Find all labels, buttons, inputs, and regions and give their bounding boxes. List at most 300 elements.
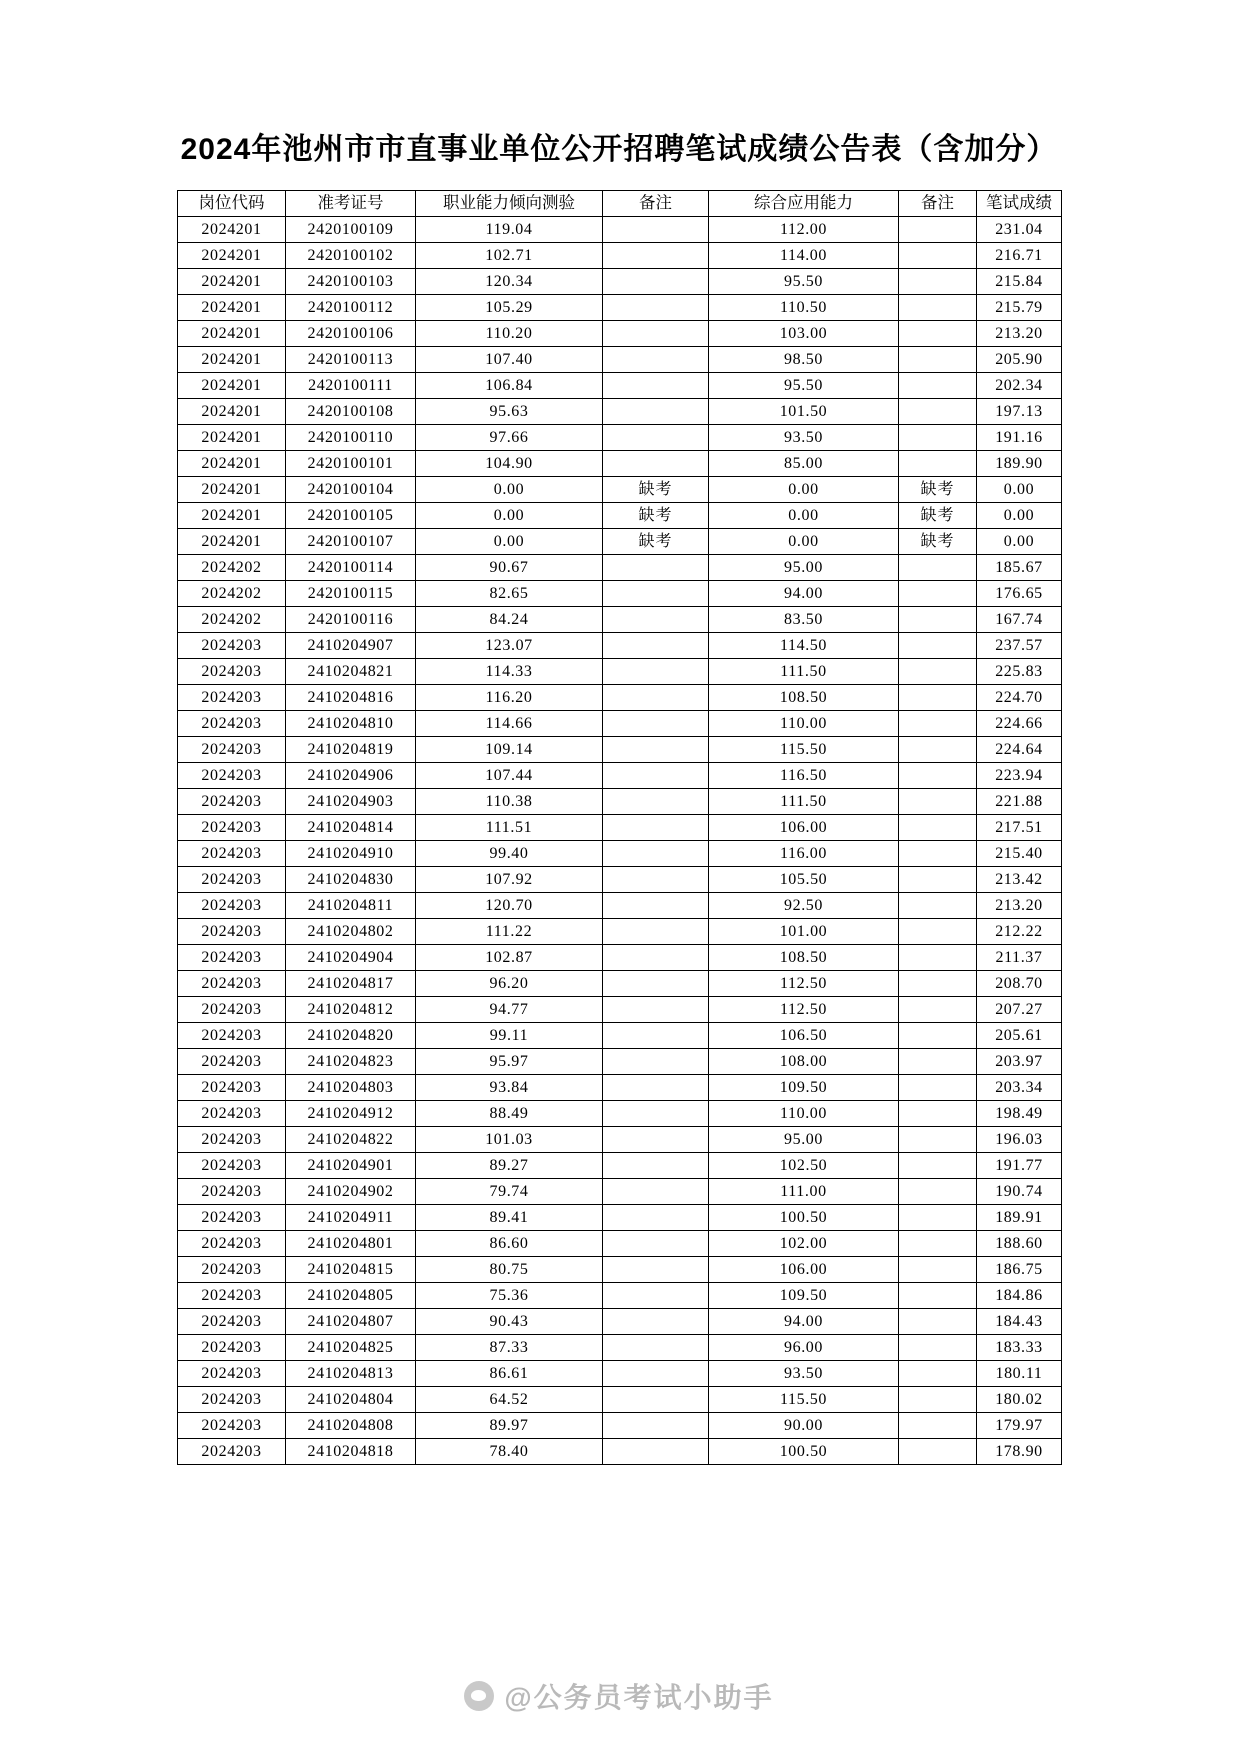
cell-comprehensive-score: 102.00 — [709, 1231, 899, 1257]
cell-post-code: 2024203 — [178, 841, 286, 867]
cell-aptitude-score: 107.44 — [416, 763, 603, 789]
cell-written-total: 215.40 — [977, 841, 1062, 867]
cell-remark-1 — [603, 1127, 709, 1153]
table-row — [178, 763, 1062, 789]
cell-admission-ticket: 2420100114 — [286, 555, 416, 581]
cell-post-code: 2024203 — [178, 893, 286, 919]
cell-remark-2 — [899, 451, 977, 477]
cell-admission-ticket: 2420100104 — [286, 477, 416, 503]
cell-remark-2 — [899, 997, 977, 1023]
cell-admission-ticket: 2410204814 — [286, 815, 416, 841]
cell-post-code: 2024203 — [178, 711, 286, 737]
cell-aptitude-score: 86.60 — [416, 1231, 603, 1257]
cell-remark-2: 缺考 — [899, 477, 977, 503]
cell-remark-1 — [603, 659, 709, 685]
cell-remark-1 — [603, 1231, 709, 1257]
cell-remark-2 — [899, 711, 977, 737]
cell-post-code: 2024201 — [178, 529, 286, 555]
column-header-written-total: 笔试成绩 — [977, 191, 1062, 217]
cell-remark-2 — [899, 1153, 977, 1179]
table-row — [178, 503, 1062, 529]
cell-aptitude-score: 80.75 — [416, 1257, 603, 1283]
cell-admission-ticket: 2420100112 — [286, 295, 416, 321]
table-row — [178, 1283, 1062, 1309]
cell-aptitude-score: 64.52 — [416, 1387, 603, 1413]
cell-aptitude-score: 102.71 — [416, 243, 603, 269]
cell-post-code: 2024203 — [178, 1179, 286, 1205]
cell-written-total: 217.51 — [977, 815, 1062, 841]
cell-remark-1 — [603, 1205, 709, 1231]
cell-remark-2 — [899, 607, 977, 633]
cell-aptitude-score: 110.20 — [416, 321, 603, 347]
table-row — [178, 945, 1062, 971]
cell-written-total: 191.16 — [977, 425, 1062, 451]
cell-remark-1 — [603, 893, 709, 919]
table-row — [178, 243, 1062, 269]
table-row — [178, 581, 1062, 607]
cell-comprehensive-score: 100.50 — [709, 1205, 899, 1231]
cell-aptitude-score: 104.90 — [416, 451, 603, 477]
table-row — [178, 217, 1062, 243]
cell-written-total: 0.00 — [977, 503, 1062, 529]
cell-comprehensive-score: 94.00 — [709, 581, 899, 607]
cell-remark-1 — [603, 867, 709, 893]
table-row — [178, 1413, 1062, 1439]
cell-aptitude-score: 78.40 — [416, 1439, 603, 1465]
cell-written-total: 188.60 — [977, 1231, 1062, 1257]
cell-post-code: 2024203 — [178, 1387, 286, 1413]
cell-admission-ticket: 2420100107 — [286, 529, 416, 555]
cell-admission-ticket: 2410204822 — [286, 1127, 416, 1153]
cell-post-code: 2024203 — [178, 1023, 286, 1049]
column-header-remark-2: 备注 — [899, 191, 977, 217]
cell-admission-ticket: 2410204825 — [286, 1335, 416, 1361]
cell-admission-ticket: 2410204820 — [286, 1023, 416, 1049]
cell-remark-2 — [899, 971, 977, 997]
cell-remark-1 — [603, 763, 709, 789]
cell-written-total: 223.94 — [977, 763, 1062, 789]
cell-written-total: 203.97 — [977, 1049, 1062, 1075]
cell-remark-2 — [899, 1179, 977, 1205]
cell-admission-ticket: 2410204818 — [286, 1439, 416, 1465]
cell-post-code: 2024203 — [178, 945, 286, 971]
cell-admission-ticket: 2420100113 — [286, 347, 416, 373]
table-body — [178, 217, 1062, 1465]
cell-post-code: 2024201 — [178, 425, 286, 451]
cell-aptitude-score: 95.97 — [416, 1049, 603, 1075]
cell-remark-2 — [899, 763, 977, 789]
table-row — [178, 477, 1062, 503]
cell-admission-ticket: 2410204812 — [286, 997, 416, 1023]
cell-written-total: 224.66 — [977, 711, 1062, 737]
cell-remark-2 — [899, 659, 977, 685]
cell-remark-1 — [603, 321, 709, 347]
cell-aptitude-score: 107.92 — [416, 867, 603, 893]
cell-aptitude-score: 82.65 — [416, 581, 603, 607]
cell-comprehensive-score: 101.50 — [709, 399, 899, 425]
table-row — [178, 269, 1062, 295]
cell-admission-ticket: 2410204803 — [286, 1075, 416, 1101]
cell-written-total: 186.75 — [977, 1257, 1062, 1283]
cell-remark-1 — [603, 919, 709, 945]
cell-comprehensive-score: 90.00 — [709, 1413, 899, 1439]
cell-remark-1 — [603, 1049, 709, 1075]
cell-remark-1 — [603, 711, 709, 737]
table-row — [178, 1231, 1062, 1257]
cell-remark-2 — [899, 1205, 977, 1231]
cell-written-total: 213.20 — [977, 321, 1062, 347]
cell-admission-ticket: 2410204906 — [286, 763, 416, 789]
score-table — [177, 190, 1062, 1465]
cell-written-total: 213.42 — [977, 867, 1062, 893]
cell-written-total: 198.49 — [977, 1101, 1062, 1127]
cell-admission-ticket: 2420100116 — [286, 607, 416, 633]
cell-remark-1 — [603, 1361, 709, 1387]
cell-remark-2 — [899, 1283, 977, 1309]
cell-post-code: 2024203 — [178, 1101, 286, 1127]
cell-post-code: 2024203 — [178, 815, 286, 841]
cell-remark-2 — [899, 1101, 977, 1127]
weibo-icon — [464, 1681, 494, 1711]
cell-post-code: 2024202 — [178, 555, 286, 581]
cell-written-total: 179.97 — [977, 1413, 1062, 1439]
table-row — [178, 399, 1062, 425]
cell-remark-1 — [603, 1075, 709, 1101]
cell-remark-2 — [899, 399, 977, 425]
cell-post-code: 2024203 — [178, 763, 286, 789]
cell-remark-1 — [603, 1153, 709, 1179]
cell-comprehensive-score: 92.50 — [709, 893, 899, 919]
cell-admission-ticket: 2420100108 — [286, 399, 416, 425]
cell-comprehensive-score: 93.50 — [709, 1361, 899, 1387]
cell-remark-2: 缺考 — [899, 503, 977, 529]
cell-admission-ticket: 2420100115 — [286, 581, 416, 607]
cell-admission-ticket: 2410204910 — [286, 841, 416, 867]
cell-written-total: 205.61 — [977, 1023, 1062, 1049]
cell-remark-1 — [603, 841, 709, 867]
cell-comprehensive-score: 111.00 — [709, 1179, 899, 1205]
cell-aptitude-score: 101.03 — [416, 1127, 603, 1153]
column-header-post-code: 岗位代码 — [178, 191, 286, 217]
cell-aptitude-score: 105.29 — [416, 295, 603, 321]
cell-admission-ticket: 2410204903 — [286, 789, 416, 815]
cell-post-code: 2024203 — [178, 971, 286, 997]
cell-remark-2 — [899, 1231, 977, 1257]
cell-admission-ticket: 2410204911 — [286, 1205, 416, 1231]
cell-remark-1 — [603, 1309, 709, 1335]
cell-post-code: 2024201 — [178, 347, 286, 373]
cell-comprehensive-score: 101.00 — [709, 919, 899, 945]
cell-remark-1 — [603, 685, 709, 711]
cell-written-total: 211.37 — [977, 945, 1062, 971]
table-row — [178, 919, 1062, 945]
cell-written-total: 191.77 — [977, 1153, 1062, 1179]
cell-aptitude-score: 84.24 — [416, 607, 603, 633]
table-row — [178, 971, 1062, 997]
cell-post-code: 2024203 — [178, 633, 286, 659]
cell-remark-2 — [899, 373, 977, 399]
cell-admission-ticket: 2420100101 — [286, 451, 416, 477]
cell-written-total: 215.79 — [977, 295, 1062, 321]
cell-admission-ticket: 2410204902 — [286, 1179, 416, 1205]
table-row — [178, 711, 1062, 737]
cell-remark-2 — [899, 347, 977, 373]
cell-comprehensive-score: 109.50 — [709, 1283, 899, 1309]
cell-post-code: 2024203 — [178, 1413, 286, 1439]
cell-written-total: 189.91 — [977, 1205, 1062, 1231]
cell-remark-1 — [603, 243, 709, 269]
cell-post-code: 2024203 — [178, 1335, 286, 1361]
cell-remark-1 — [603, 217, 709, 243]
cell-written-total: 197.13 — [977, 399, 1062, 425]
cell-written-total: 216.71 — [977, 243, 1062, 269]
cell-remark-1: 缺考 — [603, 529, 709, 555]
cell-written-total: 221.88 — [977, 789, 1062, 815]
column-header-admission-ticket: 准考证号 — [286, 191, 416, 217]
cell-admission-ticket: 2420100111 — [286, 373, 416, 399]
cell-remark-1 — [603, 269, 709, 295]
cell-remark-2 — [899, 945, 977, 971]
cell-post-code: 2024203 — [178, 1361, 286, 1387]
cell-written-total: 224.64 — [977, 737, 1062, 763]
cell-written-total: 190.74 — [977, 1179, 1062, 1205]
cell-written-total: 208.70 — [977, 971, 1062, 997]
cell-comprehensive-score: 111.50 — [709, 789, 899, 815]
cell-remark-2 — [899, 217, 977, 243]
cell-post-code: 2024201 — [178, 399, 286, 425]
cell-aptitude-score: 75.36 — [416, 1283, 603, 1309]
table-row — [178, 321, 1062, 347]
cell-remark-2 — [899, 737, 977, 763]
cell-admission-ticket: 2410204807 — [286, 1309, 416, 1335]
cell-remark-2 — [899, 841, 977, 867]
cell-remark-1 — [603, 633, 709, 659]
column-header-remark-1: 备注 — [603, 191, 709, 217]
cell-post-code: 2024203 — [178, 685, 286, 711]
cell-comprehensive-score: 110.00 — [709, 1101, 899, 1127]
cell-admission-ticket: 2420100103 — [286, 269, 416, 295]
cell-aptitude-score: 95.63 — [416, 399, 603, 425]
cell-comprehensive-score: 95.00 — [709, 555, 899, 581]
table-row — [178, 425, 1062, 451]
cell-post-code: 2024201 — [178, 451, 286, 477]
cell-remark-2 — [899, 685, 977, 711]
cell-written-total: 178.90 — [977, 1439, 1062, 1465]
cell-post-code: 2024203 — [178, 1075, 286, 1101]
cell-post-code: 2024203 — [178, 919, 286, 945]
cell-remark-1 — [603, 347, 709, 373]
table-row — [178, 373, 1062, 399]
cell-comprehensive-score: 112.50 — [709, 971, 899, 997]
cell-comprehensive-score: 115.50 — [709, 1387, 899, 1413]
table-row — [178, 555, 1062, 581]
cell-comprehensive-score: 106.00 — [709, 815, 899, 841]
table-row — [178, 1023, 1062, 1049]
cell-remark-2 — [899, 581, 977, 607]
cell-admission-ticket: 2410204821 — [286, 659, 416, 685]
cell-admission-ticket: 2410204816 — [286, 685, 416, 711]
cell-remark-1 — [603, 581, 709, 607]
cell-aptitude-score: 120.70 — [416, 893, 603, 919]
cell-admission-ticket: 2420100105 — [286, 503, 416, 529]
cell-remark-1 — [603, 607, 709, 633]
cell-written-total: 184.86 — [977, 1283, 1062, 1309]
cell-admission-ticket: 2420100109 — [286, 217, 416, 243]
cell-written-total: 213.20 — [977, 893, 1062, 919]
table-row — [178, 1309, 1062, 1335]
cell-aptitude-score: 0.00 — [416, 529, 603, 555]
cell-aptitude-score: 111.51 — [416, 815, 603, 841]
cell-written-total: 189.90 — [977, 451, 1062, 477]
cell-admission-ticket: 2410204907 — [286, 633, 416, 659]
cell-post-code: 2024203 — [178, 1439, 286, 1465]
cell-post-code: 2024203 — [178, 1231, 286, 1257]
cell-remark-1 — [603, 399, 709, 425]
cell-remark-1 — [603, 945, 709, 971]
table-row — [178, 529, 1062, 555]
cell-aptitude-score: 0.00 — [416, 477, 603, 503]
cell-aptitude-score: 110.38 — [416, 789, 603, 815]
cell-comprehensive-score: 106.50 — [709, 1023, 899, 1049]
watermark-text: @公务员考试小助手 — [504, 1682, 774, 1713]
table-row — [178, 1049, 1062, 1075]
table-row — [178, 451, 1062, 477]
table-row — [178, 633, 1062, 659]
cell-comprehensive-score: 0.00 — [709, 503, 899, 529]
cell-aptitude-score: 97.66 — [416, 425, 603, 451]
cell-post-code: 2024203 — [178, 997, 286, 1023]
cell-comprehensive-score: 95.00 — [709, 1127, 899, 1153]
cell-remark-1 — [603, 971, 709, 997]
cell-aptitude-score: 114.66 — [416, 711, 603, 737]
cell-admission-ticket: 2420100106 — [286, 321, 416, 347]
table-row — [178, 1387, 1062, 1413]
cell-written-total: 167.74 — [977, 607, 1062, 633]
cell-post-code: 2024203 — [178, 1205, 286, 1231]
cell-aptitude-score: 107.40 — [416, 347, 603, 373]
cell-admission-ticket: 2420100102 — [286, 243, 416, 269]
cell-aptitude-score: 87.33 — [416, 1335, 603, 1361]
cell-remark-2 — [899, 269, 977, 295]
cell-comprehensive-score: 100.50 — [709, 1439, 899, 1465]
cell-written-total: 176.65 — [977, 581, 1062, 607]
cell-admission-ticket: 2410204904 — [286, 945, 416, 971]
cell-admission-ticket: 2410204811 — [286, 893, 416, 919]
cell-written-total: 212.22 — [977, 919, 1062, 945]
cell-remark-1: 缺考 — [603, 503, 709, 529]
column-header-comprehensive: 综合应用能力 — [709, 191, 899, 217]
cell-post-code: 2024202 — [178, 607, 286, 633]
cell-comprehensive-score: 102.50 — [709, 1153, 899, 1179]
cell-written-total: 203.34 — [977, 1075, 1062, 1101]
cell-remark-2 — [899, 321, 977, 347]
cell-remark-2 — [899, 919, 977, 945]
cell-aptitude-score: 123.07 — [416, 633, 603, 659]
cell-aptitude-score: 93.84 — [416, 1075, 603, 1101]
cell-admission-ticket: 2410204817 — [286, 971, 416, 997]
cell-admission-ticket: 2410204810 — [286, 711, 416, 737]
cell-written-total: 225.83 — [977, 659, 1062, 685]
cell-remark-2 — [899, 1361, 977, 1387]
cell-remark-2 — [899, 1309, 977, 1335]
cell-aptitude-score: 90.43 — [416, 1309, 603, 1335]
cell-remark-2 — [899, 1049, 977, 1075]
table-row — [178, 997, 1062, 1023]
cell-admission-ticket: 2410204901 — [286, 1153, 416, 1179]
cell-aptitude-score: 114.33 — [416, 659, 603, 685]
cell-post-code: 2024201 — [178, 269, 286, 295]
cell-written-total: 202.34 — [977, 373, 1062, 399]
cell-aptitude-score: 89.97 — [416, 1413, 603, 1439]
table-header-row — [178, 191, 1062, 217]
cell-written-total: 180.02 — [977, 1387, 1062, 1413]
cell-aptitude-score: 96.20 — [416, 971, 603, 997]
cell-aptitude-score: 0.00 — [416, 503, 603, 529]
cell-remark-1 — [603, 373, 709, 399]
cell-remark-2 — [899, 1075, 977, 1101]
table-row — [178, 1127, 1062, 1153]
table-row — [178, 1205, 1062, 1231]
cell-admission-ticket: 2410204823 — [286, 1049, 416, 1075]
cell-comprehensive-score: 94.00 — [709, 1309, 899, 1335]
cell-post-code: 2024203 — [178, 789, 286, 815]
cell-remark-2 — [899, 633, 977, 659]
cell-comprehensive-score: 112.00 — [709, 217, 899, 243]
cell-aptitude-score: 79.74 — [416, 1179, 603, 1205]
cell-remark-1 — [603, 425, 709, 451]
cell-remark-2 — [899, 243, 977, 269]
cell-written-total: 231.04 — [977, 217, 1062, 243]
cell-comprehensive-score: 116.00 — [709, 841, 899, 867]
cell-remark-2 — [899, 555, 977, 581]
cell-comprehensive-score: 103.00 — [709, 321, 899, 347]
cell-written-total: 0.00 — [977, 529, 1062, 555]
cell-aptitude-score: 111.22 — [416, 919, 603, 945]
cell-remark-1 — [603, 997, 709, 1023]
table-row — [178, 1153, 1062, 1179]
cell-post-code: 2024201 — [178, 295, 286, 321]
cell-remark-1 — [603, 1023, 709, 1049]
cell-remark-2 — [899, 1023, 977, 1049]
table-row — [178, 1179, 1062, 1205]
cell-remark-1 — [603, 737, 709, 763]
cell-aptitude-score: 89.41 — [416, 1205, 603, 1231]
cell-written-total: 207.27 — [977, 997, 1062, 1023]
cell-admission-ticket: 2410204815 — [286, 1257, 416, 1283]
cell-aptitude-score: 119.04 — [416, 217, 603, 243]
cell-comprehensive-score: 93.50 — [709, 425, 899, 451]
table-row — [178, 659, 1062, 685]
cell-aptitude-score: 120.34 — [416, 269, 603, 295]
cell-admission-ticket: 2410204808 — [286, 1413, 416, 1439]
table-row — [178, 893, 1062, 919]
cell-post-code: 2024203 — [178, 659, 286, 685]
cell-comprehensive-score: 109.50 — [709, 1075, 899, 1101]
table-row — [178, 841, 1062, 867]
cell-comprehensive-score: 0.00 — [709, 477, 899, 503]
table-row — [178, 1335, 1062, 1361]
cell-written-total: 224.70 — [977, 685, 1062, 711]
cell-comprehensive-score: 108.50 — [709, 945, 899, 971]
watermark — [0, 1676, 1238, 1716]
cell-written-total: 0.00 — [977, 477, 1062, 503]
cell-post-code: 2024201 — [178, 503, 286, 529]
cell-comprehensive-score: 110.50 — [709, 295, 899, 321]
cell-post-code: 2024203 — [178, 737, 286, 763]
table-row — [178, 789, 1062, 815]
cell-remark-1: 缺考 — [603, 477, 709, 503]
cell-remark-1 — [603, 451, 709, 477]
